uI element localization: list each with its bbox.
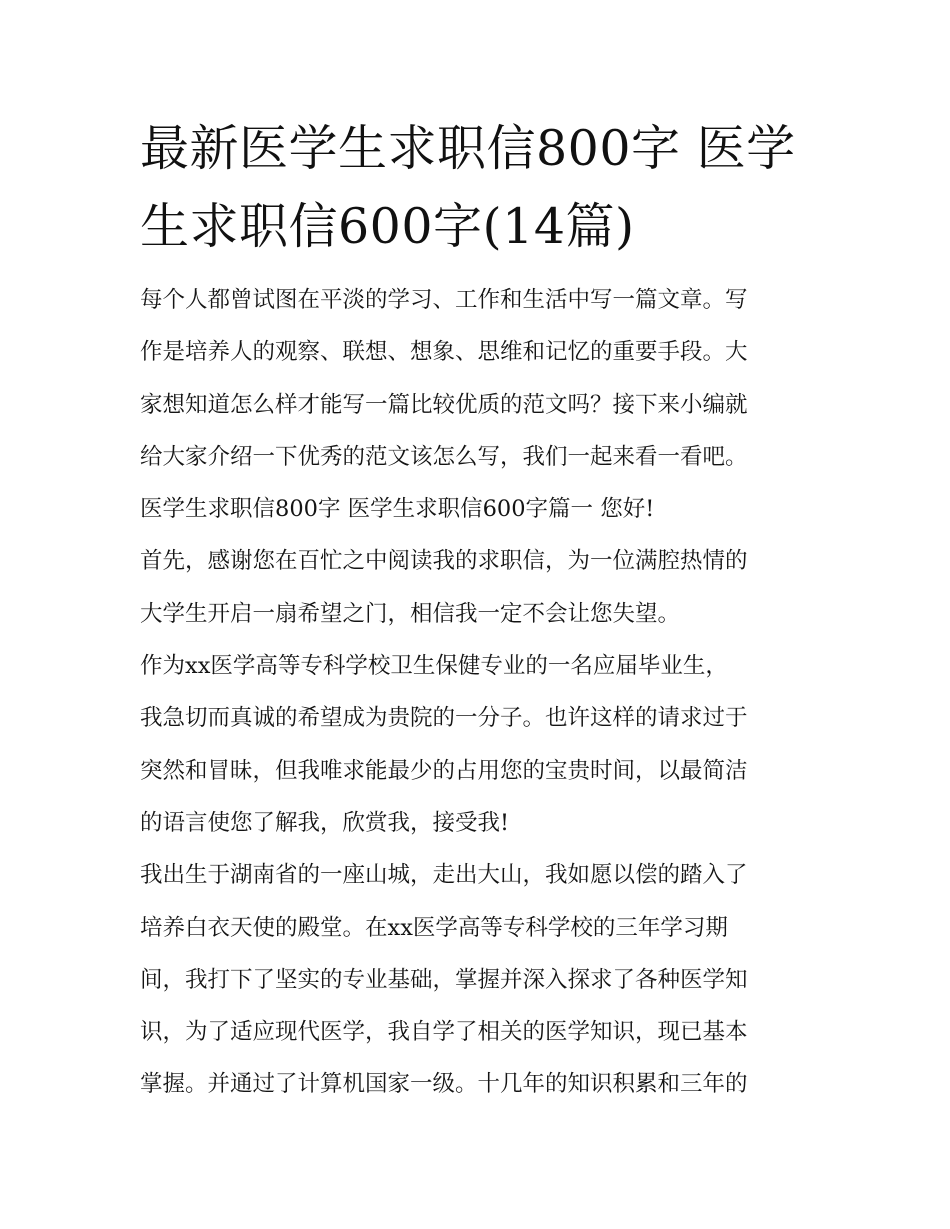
body-line: 我急切而真诚的希望成为贵院的一分子。也许这样的请求过于 [140,705,748,732]
body-line: 作是培养人的观察、联想、想象、思维和记忆的重要手段。大 [140,339,748,366]
document-body [140,274,812,1111]
body-line: 作为xx医学高等专科学校卫生保健专业的一名应届毕业生， [140,653,728,680]
body-line: 间，我打下了坚实的专业基础，掌握并深入探求了各种医学知 [140,966,748,993]
body-line: 给大家介绍一下优秀的范文该怎么写，我们一起来看一看吧。 [140,443,748,470]
body-line: 大学生开启一扇希望之门，相信我一定不会让您失望。 [140,600,681,627]
body-line: 每个人都曾试图在平淡的学习、工作和生活中写一篇文章。写 [140,287,748,313]
body-line: 首先，感谢您在百忙之中阅读我的求职信，为一位满腔热情的 [140,548,748,575]
body-line: 培养白衣天使的殿堂。在xx医学高等专科学校的三年学习期 [140,914,728,941]
body-line: 突然和冒昧，但我唯求能最少的占用您的宝贵时间，以最简洁 [140,757,748,784]
title-line-2: 生求职信600字(14篇) [140,198,635,255]
title-line-1: 最新医学生求职信800字 医学 [140,120,796,177]
body-line: 掌握。并通过了计算机国家一级。十几年的知识积累和三年的 [140,1071,748,1098]
body-line: 识，为了适应现代医学，我自学了相关的医学知识，现已基本 [140,1019,748,1046]
body-line: 医学生求职信800字 医学生求职信600字篇一 您好! [140,496,655,523]
body-line: 的语言使您了解我，欣赏我，接受我! [140,809,510,836]
document-title [140,110,812,266]
document-content [140,110,812,1111]
body-line: 我出生于湖南省的一座山城，走出大山，我如愿以偿的踏入了 [140,862,748,889]
body-line: 家想知道怎么样才能写一篇比较优质的范文吗？接下来小编就 [140,391,748,418]
